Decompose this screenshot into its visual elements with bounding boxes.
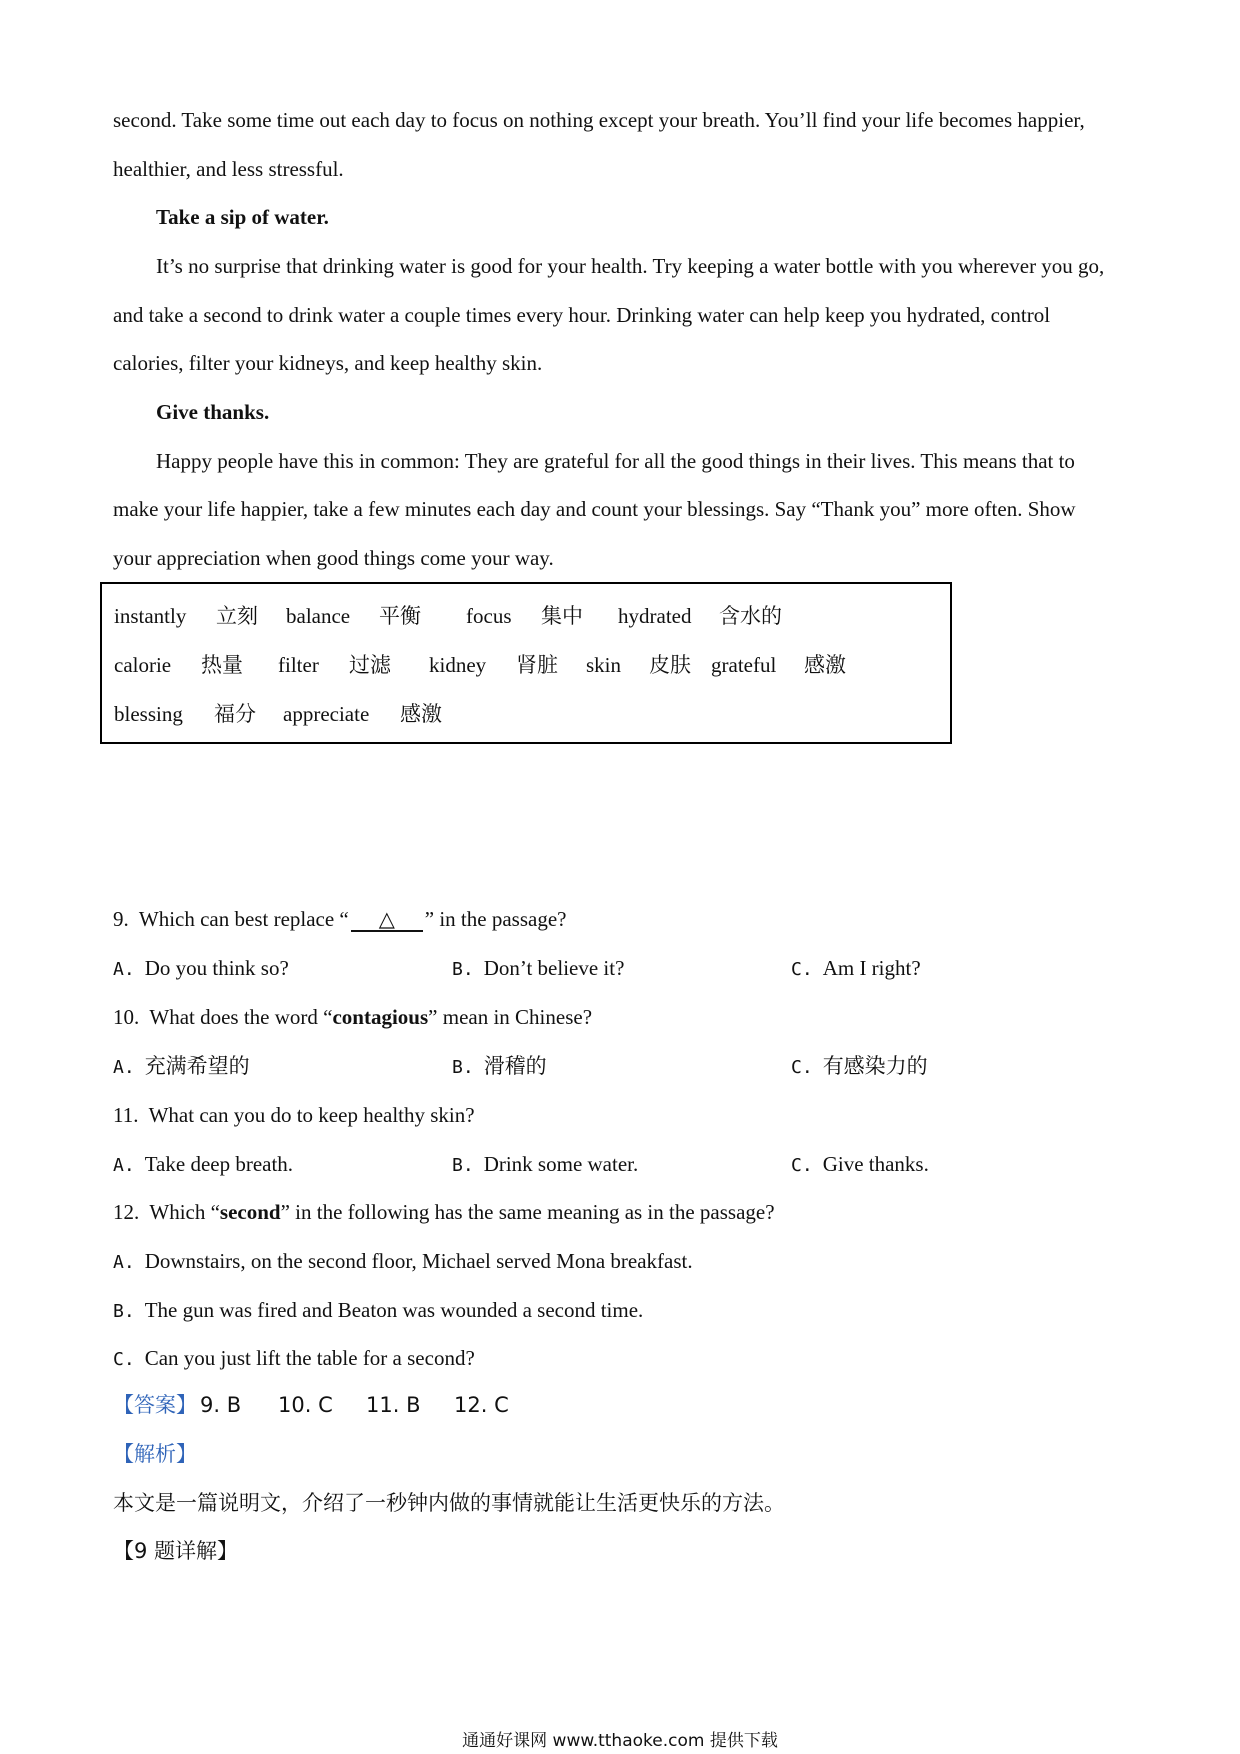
vocab-word: blessing (114, 702, 183, 726)
answer-item: 12. C (454, 1393, 509, 1417)
vocab-word: skin (586, 653, 622, 677)
vocab-meaning: 热量 (201, 653, 243, 677)
question-number: 12. (113, 1200, 140, 1224)
section-heading: Give thanks. (156, 400, 270, 424)
question-number: 10. (113, 1005, 140, 1029)
option-letter: B. (113, 1301, 135, 1322)
question-11 (113, 1101, 475, 1129)
vocabulary-row (114, 602, 944, 630)
option-letter: C. (791, 959, 813, 980)
passage-line: Happy people have this in common: They are grateful for all the good things in their lives. This means that to (156, 449, 1075, 473)
keyword: contagious (332, 1005, 429, 1029)
passage-line: your appreciation when good things come your way. (113, 546, 554, 570)
option-text: 滑稽的 (483, 1054, 547, 1078)
option-letter: B. (452, 959, 474, 980)
section-heading: Take a sip of water. (156, 205, 329, 229)
vocab-word: focus (466, 604, 512, 628)
option-text: Take deep breath. (144, 1152, 294, 1176)
question-number: 9. (113, 907, 129, 931)
question-stem: Which can best replace “ (138, 907, 349, 931)
vocab-meaning: 感激 (400, 702, 442, 726)
option-letter: A. (113, 1057, 135, 1078)
passage-line: It’s no surprise that drinking water is good for your health. Try keeping a water bottle with you wherever you go, (156, 254, 1105, 278)
question-stem: What does the word “ (149, 1005, 333, 1029)
question-10 (113, 1003, 592, 1031)
option-letter: A. (113, 1252, 135, 1273)
option-letter: B. (452, 1155, 474, 1176)
option-text: The gun was fired and Beaton was wounded a second time. (144, 1298, 644, 1322)
option-text: Don’t believe it? (483, 956, 625, 980)
option-letter: C. (113, 1349, 135, 1370)
answer-label: 【答案】 (113, 1393, 197, 1417)
vocabulary-row (114, 700, 944, 728)
option-a (113, 1247, 693, 1277)
keyword: second (219, 1200, 281, 1224)
passage-line: make your life happier, take a few minutes each day and count your blessings. Say “Thank you” more often. Show (113, 497, 1076, 521)
vocab-word: instantly (114, 604, 187, 628)
option-b (452, 1150, 638, 1180)
passage-line: healthier, and less stressful. (113, 157, 344, 181)
analysis-text: 本文是一篇说明文，介绍了一秒钟内做的事情就能让生活更快乐的方法。 (113, 1491, 785, 1515)
option-a (113, 1052, 250, 1082)
vocab-word: appreciate (283, 702, 370, 726)
option-text: Do you think so? (144, 956, 289, 980)
option-c (791, 1150, 929, 1180)
vocab-word: grateful (711, 653, 777, 677)
option-letter: C. (791, 1155, 813, 1176)
answer-item: 10. C (278, 1393, 333, 1417)
option-text: Downstairs, on the second floor, Michael served Mona breakfast. (144, 1249, 693, 1273)
option-letter: A. (113, 959, 135, 980)
answer-item: 11. B (366, 1393, 421, 1417)
option-b (452, 954, 624, 984)
vocab-word: calorie (114, 653, 172, 677)
question-stem: What can you do to keep healthy skin? (148, 1103, 475, 1127)
detail-label: 【9 题详解】 (113, 1539, 239, 1563)
option-c (113, 1344, 475, 1374)
passage-line: second. Take some time out each day to focus on nothing except your breath. You’ll find your life becomes happier, (113, 108, 1085, 132)
vocab-meaning: 平衡 (379, 604, 421, 628)
question-stem: ” in the passage? (424, 907, 567, 931)
vocab-meaning: 立刻 (216, 604, 258, 628)
vocab-meaning: 集中 (541, 604, 583, 628)
option-text: 有感染力的 (822, 1054, 928, 1078)
question-stem: ” in the following has the same meaning as in the passage? (280, 1200, 775, 1224)
vocab-meaning: 含水的 (719, 604, 782, 628)
vocab-word: balance (286, 604, 351, 628)
option-b (452, 1052, 547, 1082)
option-letter: C. (791, 1057, 813, 1078)
analysis-label: 【解析】 (113, 1442, 197, 1466)
question-stem: ” mean in Chinese? (428, 1005, 593, 1029)
option-text: Can you just lift the table for a second? (144, 1346, 475, 1370)
vocab-word: hydrated (618, 604, 692, 628)
option-text: Am I right? (822, 956, 921, 980)
option-text: 充满希望的 (144, 1054, 250, 1078)
option-a (113, 954, 289, 984)
passage-line: calories, filter your kidneys, and keep healthy skin. (113, 351, 543, 375)
question-12 (113, 1198, 775, 1226)
option-text: Give thanks. (822, 1152, 929, 1176)
option-c (791, 954, 921, 984)
vocab-meaning: 肾脏 (516, 653, 558, 677)
option-letter: A. (113, 1155, 135, 1176)
answer-item: 9. B (200, 1393, 242, 1417)
option-c (791, 1052, 928, 1082)
vocab-meaning: 皮肤 (649, 653, 691, 677)
option-text: Drink some water. (483, 1152, 639, 1176)
option-letter: B. (452, 1057, 474, 1078)
vocab-meaning: 福分 (214, 702, 256, 726)
question-stem: Which “ (149, 1200, 220, 1224)
passage-line: and take a second to drink water a couple times every hour. Drinking water can help keep you hydrated, control (113, 303, 1051, 327)
vocabulary-box (100, 582, 952, 744)
vocab-meaning: 感激 (804, 653, 846, 677)
answer-blank: △ (351, 908, 423, 932)
vocab-word: filter (278, 653, 319, 677)
option-a (113, 1150, 293, 1180)
vocab-meaning: 过滤 (349, 653, 391, 677)
question-9 (113, 905, 566, 933)
option-b (113, 1296, 643, 1326)
vocabulary-row (114, 651, 944, 679)
question-number: 11. (113, 1103, 139, 1127)
vocab-word: kidney (429, 653, 487, 677)
page-footer: 通通好课网 www.tthaoke.com 提供下载 (462, 1731, 778, 1751)
